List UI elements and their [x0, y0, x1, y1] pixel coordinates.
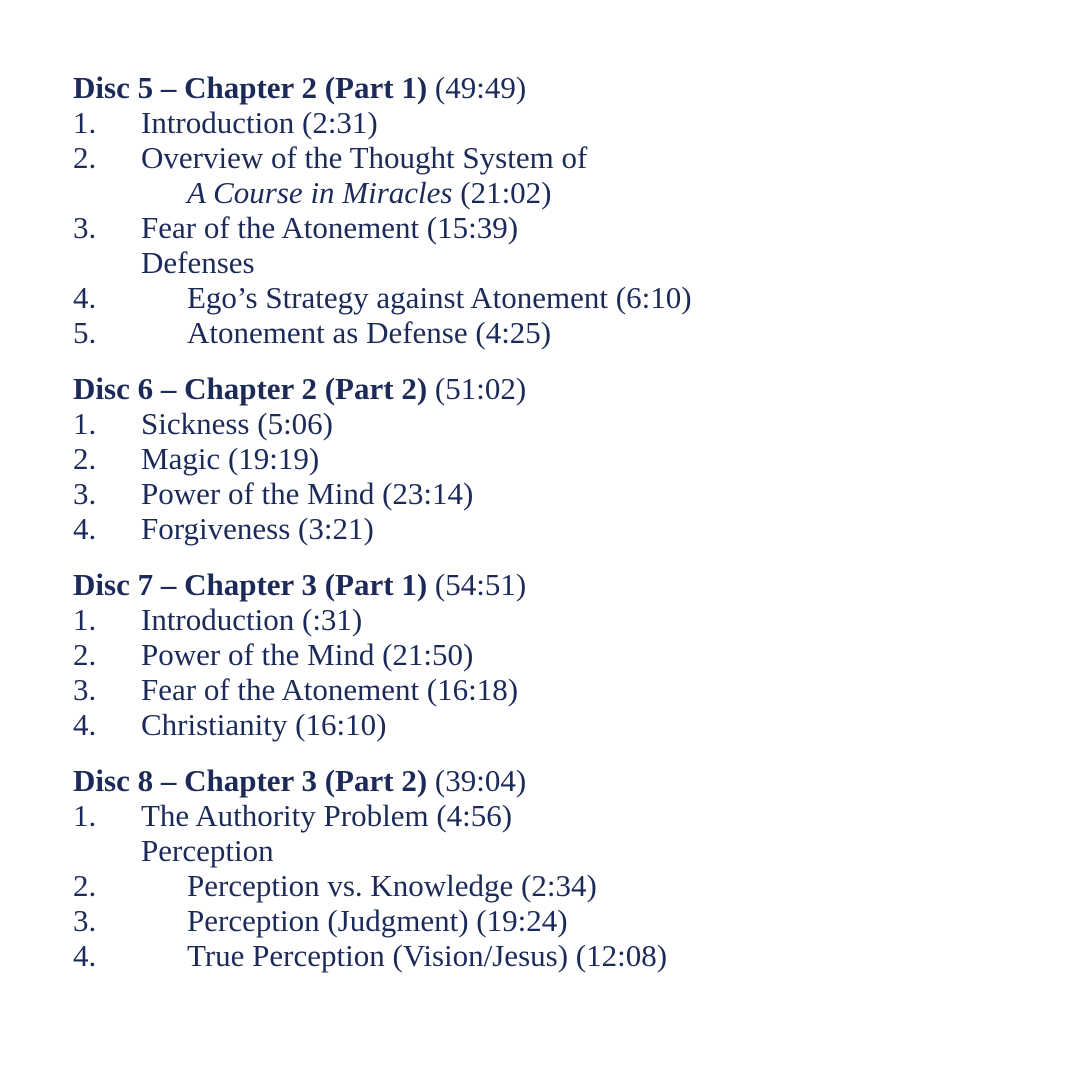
track-title: Overview of the Thought System of — [141, 140, 588, 175]
track-item — [73, 672, 1033, 707]
track-listing — [73, 70, 1033, 994]
track-title: Forgiveness (3:21) — [141, 511, 374, 546]
subsection-heading-text: Perception — [141, 833, 274, 868]
disc-title — [73, 763, 1033, 798]
track-item — [73, 280, 1033, 315]
track-title-continuation — [73, 175, 1033, 210]
track-number: 1. — [73, 406, 97, 441]
disc-title-label: Disc 7 – Chapter 3 (Part 1) — [73, 567, 428, 602]
track-number: 2. — [73, 441, 97, 476]
track-title: Christianity (16:10) — [141, 707, 387, 742]
disc-title — [73, 371, 1033, 406]
disc-duration: (54:51) — [434, 567, 527, 602]
disc-5-section — [73, 70, 1033, 350]
track-item — [73, 315, 1033, 350]
track-title: True Perception (Vision/Jesus) (12:08) — [187, 938, 668, 973]
track-item — [73, 707, 1033, 742]
disc-title-label: Disc 5 – Chapter 2 (Part 1) — [73, 70, 428, 105]
track-number: 5. — [73, 315, 97, 350]
track-item — [73, 105, 1033, 140]
track-title: Atonement as Defense (4:25) — [187, 315, 552, 350]
track-number: 4. — [73, 707, 97, 742]
track-title: Ego’s Strategy against Atonement (6:10) — [187, 280, 692, 315]
disc-title-label: Disc 8 – Chapter 3 (Part 2) — [73, 763, 428, 798]
track-title: Introduction (:31) — [141, 602, 363, 637]
track-title: Perception (Judgment) (19:24) — [187, 903, 568, 938]
track-title: Power of the Mind (21:50) — [141, 637, 474, 672]
track-number: 4. — [73, 280, 97, 315]
subsection-heading — [73, 245, 1033, 280]
disc-title-label: Disc 6 – Chapter 2 (Part 2) — [73, 371, 428, 406]
track-number: 3. — [73, 903, 97, 938]
track-title: Fear of the Atonement (15:39) — [141, 210, 519, 245]
disc-title — [73, 70, 1033, 105]
track-title: Power of the Mind (23:14) — [141, 476, 474, 511]
track-number: 3. — [73, 210, 97, 245]
disc-title — [73, 567, 1033, 602]
track-item — [73, 210, 1033, 245]
track-title: Magic (19:19) — [141, 441, 320, 476]
track-number: 3. — [73, 476, 97, 511]
track-title: Perception vs. Knowledge (2:34) — [187, 868, 597, 903]
track-title: Fear of the Atonement (16:18) — [141, 672, 519, 707]
track-number: 1. — [73, 105, 97, 140]
disc-duration: (39:04) — [434, 763, 527, 798]
track-item — [73, 406, 1033, 441]
track-item — [73, 868, 1033, 903]
track-title: Sickness (5:06) — [141, 406, 334, 441]
track-title: The Authority Problem (4:56) — [141, 798, 513, 833]
track-number: 2. — [73, 868, 97, 903]
track-item — [73, 140, 1033, 175]
subsection-heading-text: Defenses — [141, 245, 255, 280]
disc-7-section — [73, 567, 1033, 742]
track-number: 2. — [73, 637, 97, 672]
disc-8-section — [73, 763, 1033, 973]
track-number: 4. — [73, 511, 97, 546]
track-duration: (21:02) — [452, 175, 552, 210]
disc-duration: (49:49) — [434, 70, 527, 105]
track-number: 1. — [73, 798, 97, 833]
track-item — [73, 903, 1033, 938]
track-item — [73, 511, 1033, 546]
track-item — [73, 476, 1033, 511]
track-item — [73, 637, 1033, 672]
track-number: 1. — [73, 602, 97, 637]
subsection-heading — [73, 833, 1033, 868]
disc-duration: (51:02) — [434, 371, 527, 406]
disc-6-section — [73, 371, 1033, 546]
track-item — [73, 938, 1033, 973]
track-number: 4. — [73, 938, 97, 973]
track-item — [73, 602, 1033, 637]
track-number: 2. — [73, 140, 97, 175]
book-title: A Course in Miracles — [187, 175, 453, 210]
track-title: Introduction (2:31) — [141, 105, 378, 140]
track-number: 3. — [73, 672, 97, 707]
track-item — [73, 441, 1033, 476]
track-item — [73, 798, 1033, 833]
